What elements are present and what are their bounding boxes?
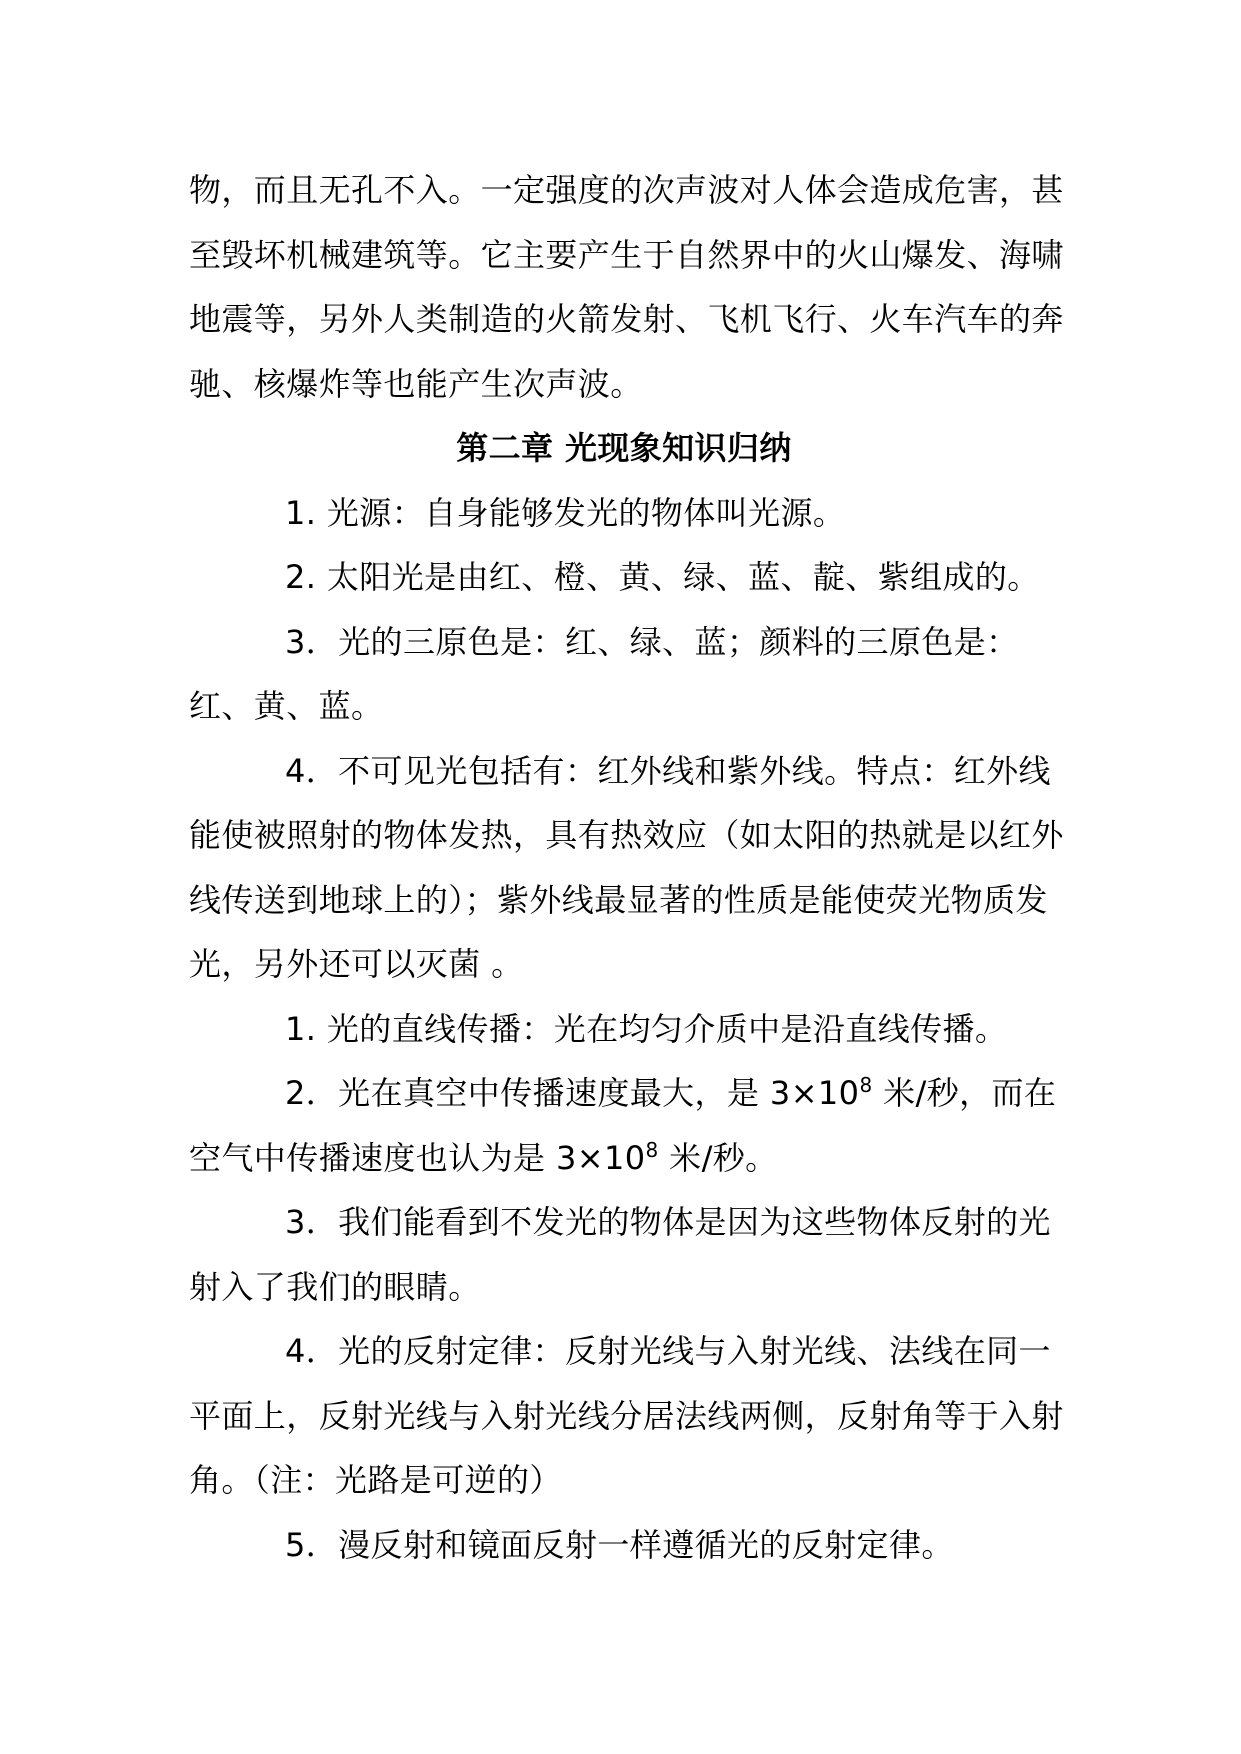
paragraph-light-source: 1. 光源：自身能够发光的物体叫光源。 xyxy=(285,493,846,532)
paragraph-reflection-law: 4．光的反射定律：反射光线与入射光线、法线在同一平面上，反射光线与入射光线分居法线两侧，反射角等于入射角。（注：光路是可逆的） xyxy=(189,1332,1064,1499)
page-body xyxy=(189,158,1069,1577)
paragraph-primary-colors: 3．光的三原色是：红、绿、蓝；颜料的三原色是：红、黄、蓝。 xyxy=(189,622,1019,725)
speed-text-part-3: 米/秒。 xyxy=(658,1138,778,1177)
chapter-heading: 第二章 光现象知识归纳 xyxy=(456,429,792,467)
paragraph-straight-line-propagation: 1. 光的直线传播：光在均匀介质中是沿直线传播。 xyxy=(285,1009,1008,1048)
speed-text-part-2: 米/秒，而在空气中传播速度也认为是 3×10 xyxy=(189,1074,1057,1177)
speed-exponent-2: 8 xyxy=(645,1137,659,1162)
paragraph-infrasound-continuation: 物，而且无孔不入。一定强度的次声波对人体会造成危害，甚至毁坏机械建筑等。它主要产生于自然界中的火山爆发、海啸地震等，另外人类制造的火箭发射、飞机飞行、火车汽车的奔驰、核爆炸等也能产生次声波。 xyxy=(189,171,1064,403)
speed-text-part-1: 2．光在真空中传播速度最大，是 3×10 xyxy=(285,1074,860,1112)
speed-exponent-1: 8 xyxy=(859,1073,873,1097)
paragraph-seeing-objects: 3．我们能看到不发光的物体是因为这些物体反射的光射入了我们的眼睛。 xyxy=(189,1203,1051,1306)
paragraph-speed-of-light xyxy=(189,1061,1069,1190)
paragraph-invisible-light: 4．不可见光包括有：红外线和紫外线。特点：红外线能使被照射的物体发热，具有热效应（如太阳的热就是以红外线传送到地球上的）；紫外线最显著的性质是能使荧光物质发光，另外还可以灭菌 。 xyxy=(189,751,1064,983)
paragraph-sunlight-colors: 2. 太阳光是由红、橙、黄、绿、蓝、靛、紫组成的。 xyxy=(285,558,1040,596)
paragraph-diffuse-reflection: 5．漫反射和镜面反射一样遵循光的反射定律。 xyxy=(285,1525,954,1564)
